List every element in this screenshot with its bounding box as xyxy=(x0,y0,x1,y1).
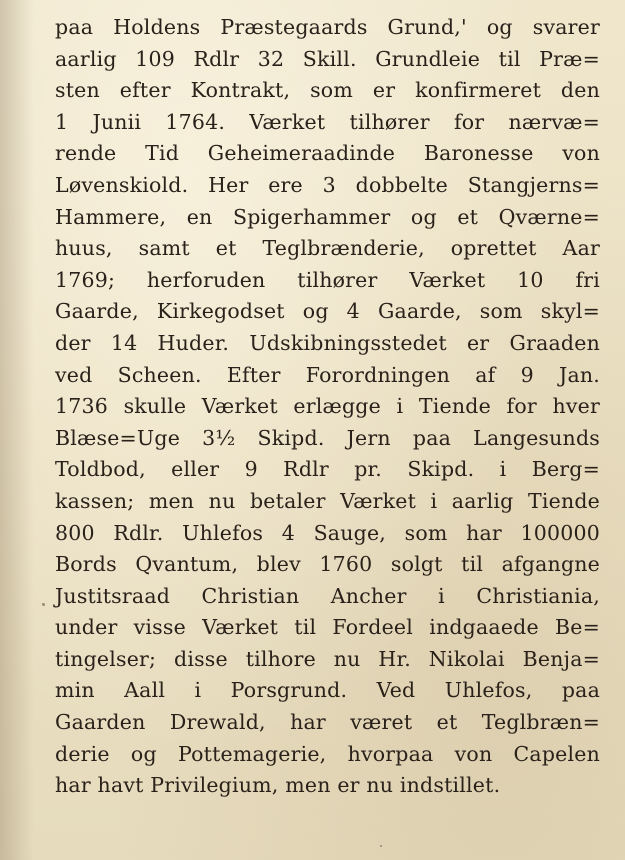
text-line-23: Gaarden Drewald, har været et Teglbræn= xyxy=(55,710,600,735)
text-line-2: aarlig 109 Rdlr 32 Skill. Grundleie til Præ= xyxy=(55,46,600,71)
text-line-3: sten efter Kontrakt, som er konfirmeret den xyxy=(55,78,600,103)
text-line-7: Hammere, en Spigerhammer og et Qværne= xyxy=(55,204,600,229)
paper-speck xyxy=(42,603,45,606)
text-line-19: Justitsraad Christian Ancher i Christiania, xyxy=(55,583,600,608)
page-gutter-shadow xyxy=(0,0,34,860)
text-line-9: 1769; herforuden tilhører Værket 10 fri xyxy=(55,267,600,292)
text-line-20: under visse Værket til Fordeel indgaaede Be= xyxy=(55,615,600,640)
text-line-15: Toldbod, eller 9 Rdlr pr. Skipd. i Berg= xyxy=(55,457,600,482)
text-line-5: rende Tid Geheimeraadinde Baronesse von xyxy=(55,141,600,166)
text-line-14: Blæse=Uge 3½ Skipd. Jern paa Langesunds xyxy=(55,425,600,450)
text-line-25: har havt Privilegium, men er nu indstillet. xyxy=(55,773,501,798)
text-line-4: 1 Junii 1764. Værket tilhører for nærvæ= xyxy=(55,109,600,134)
text-line-12: ved Scheen. Efter Forordningen af 9 Jan. xyxy=(55,362,600,387)
body-text xyxy=(55,12,600,802)
text-line-21: tingelser; disse tilhore nu Hr. Nikolai Benja= xyxy=(55,646,600,671)
text-line-22: min Aall i Porsgrund. Ved Uhlefos, paa xyxy=(55,678,600,703)
text-line-6: Løvenskiold. Her ere 3 dobbelte Stangjerns= xyxy=(55,172,600,197)
paper-speck xyxy=(380,845,382,847)
text-line-16: kassen; men nu betaler Værket i aarlig Tiende xyxy=(55,488,600,513)
text-line-8: huus, samt et Teglbrænderie, oprettet Aar xyxy=(55,236,600,261)
text-line-13: 1736 skulle Værket erlægge i Tiende for hver xyxy=(55,394,600,419)
text-line-17: 800 Rdlr. Uhlefos 4 Sauge, som har 100000 xyxy=(55,520,600,545)
text-line-18: Bords Qvantum, blev 1760 solgt til afgangne xyxy=(55,552,600,577)
text-line-11: der 14 Huder. Udskibningsstedet er Graaden xyxy=(55,330,600,355)
text-line-24: derie og Pottemagerie, hvorpaa von Capelen xyxy=(55,741,600,766)
text-line-10: Gaarde, Kirkegodset og 4 Gaarde, som skyl= xyxy=(55,299,600,324)
text-line-1: paa Holdens Præstegaards Grund,' og svarer xyxy=(55,15,600,39)
